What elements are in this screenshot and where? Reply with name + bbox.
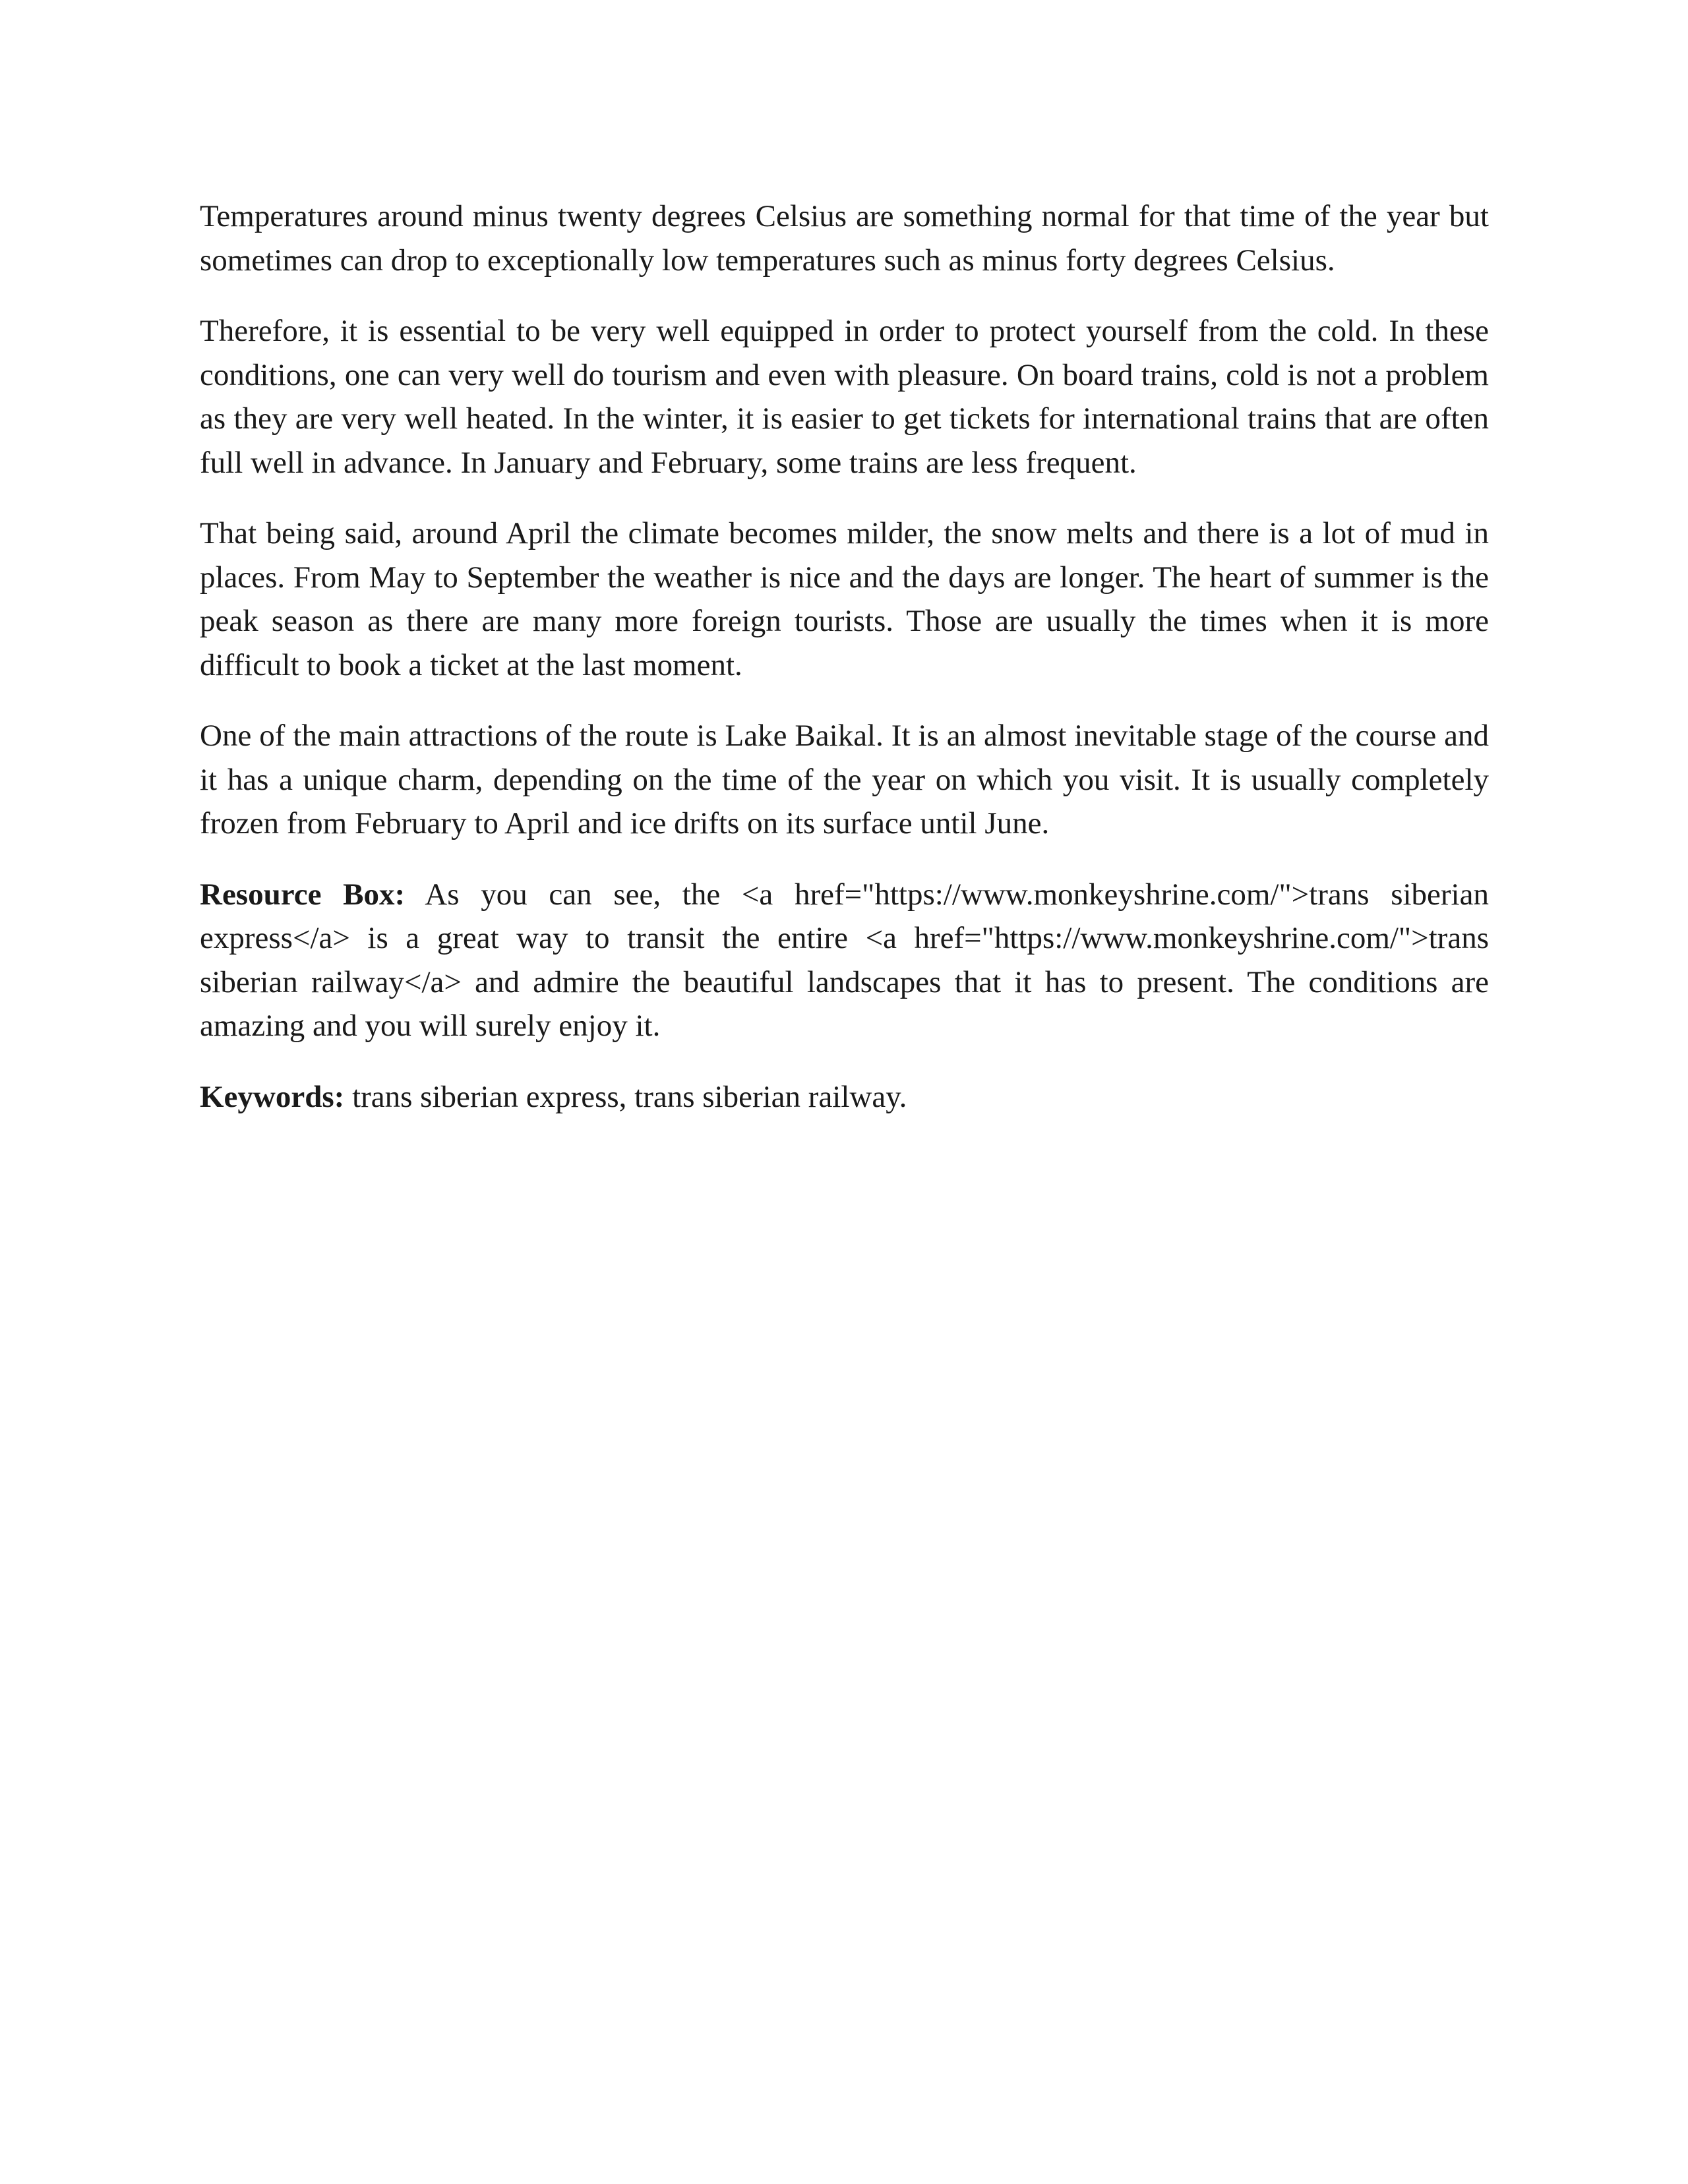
paragraph-equipment: Therefore, it is essential to be very well equipped in order to protect yourself from the cold. In these conditions, one can very well do tourism and even with pleasure. On board trains, cold is not a problem as they are very well heated. In the winter, it is easier to get tickets for international trains that are often full well in advance. In January and February, some trains are less frequent. [200, 314, 1489, 480]
paragraph-lake-baikal: One of the main attractions of the route is Lake Baikal. It is an almost inevitable stage of the course and it has a unique charm, depending on the time of the year on which you visit. It is usually completely frozen from February to April and ice drifts on its surface until June. [200, 719, 1489, 841]
resource-box [200, 873, 1489, 1048]
document-body [200, 194, 1489, 1146]
resource-box-label: Resource Box: [200, 877, 406, 912]
keywords [200, 1075, 1489, 1119]
keywords-label: Keywords: [200, 1079, 345, 1114]
resource-box-text: As you can see, the <a href="https://www.monkeyshrine.com/">trans siberian express</a> is a great way to transit the entire <a href="https://www.monkeyshrine.com/">trans siberian railway</a> and admire the beautiful landscapes that it has to present. The conditions are amazing and you will surely enjoy it. [200, 877, 1489, 1043]
paragraph-seasons: That being said, around April the climate becomes milder, the snow melts and there is a lot of mud in places. From May to September the weather is nice and the days are longer. The heart of summer is the peak season as there are many more foreign tourists. Those are usually the times when it is more difficult to book a ticket at the last moment. [200, 516, 1489, 682]
keywords-text: trans siberian express, trans siberian railway. [352, 1079, 907, 1114]
paragraph-temperatures: Temperatures around minus twenty degrees Celsius are something normal for that time of the year but sometimes can drop to exceptionally low temperatures such as minus forty degrees Celsius. [200, 199, 1489, 278]
